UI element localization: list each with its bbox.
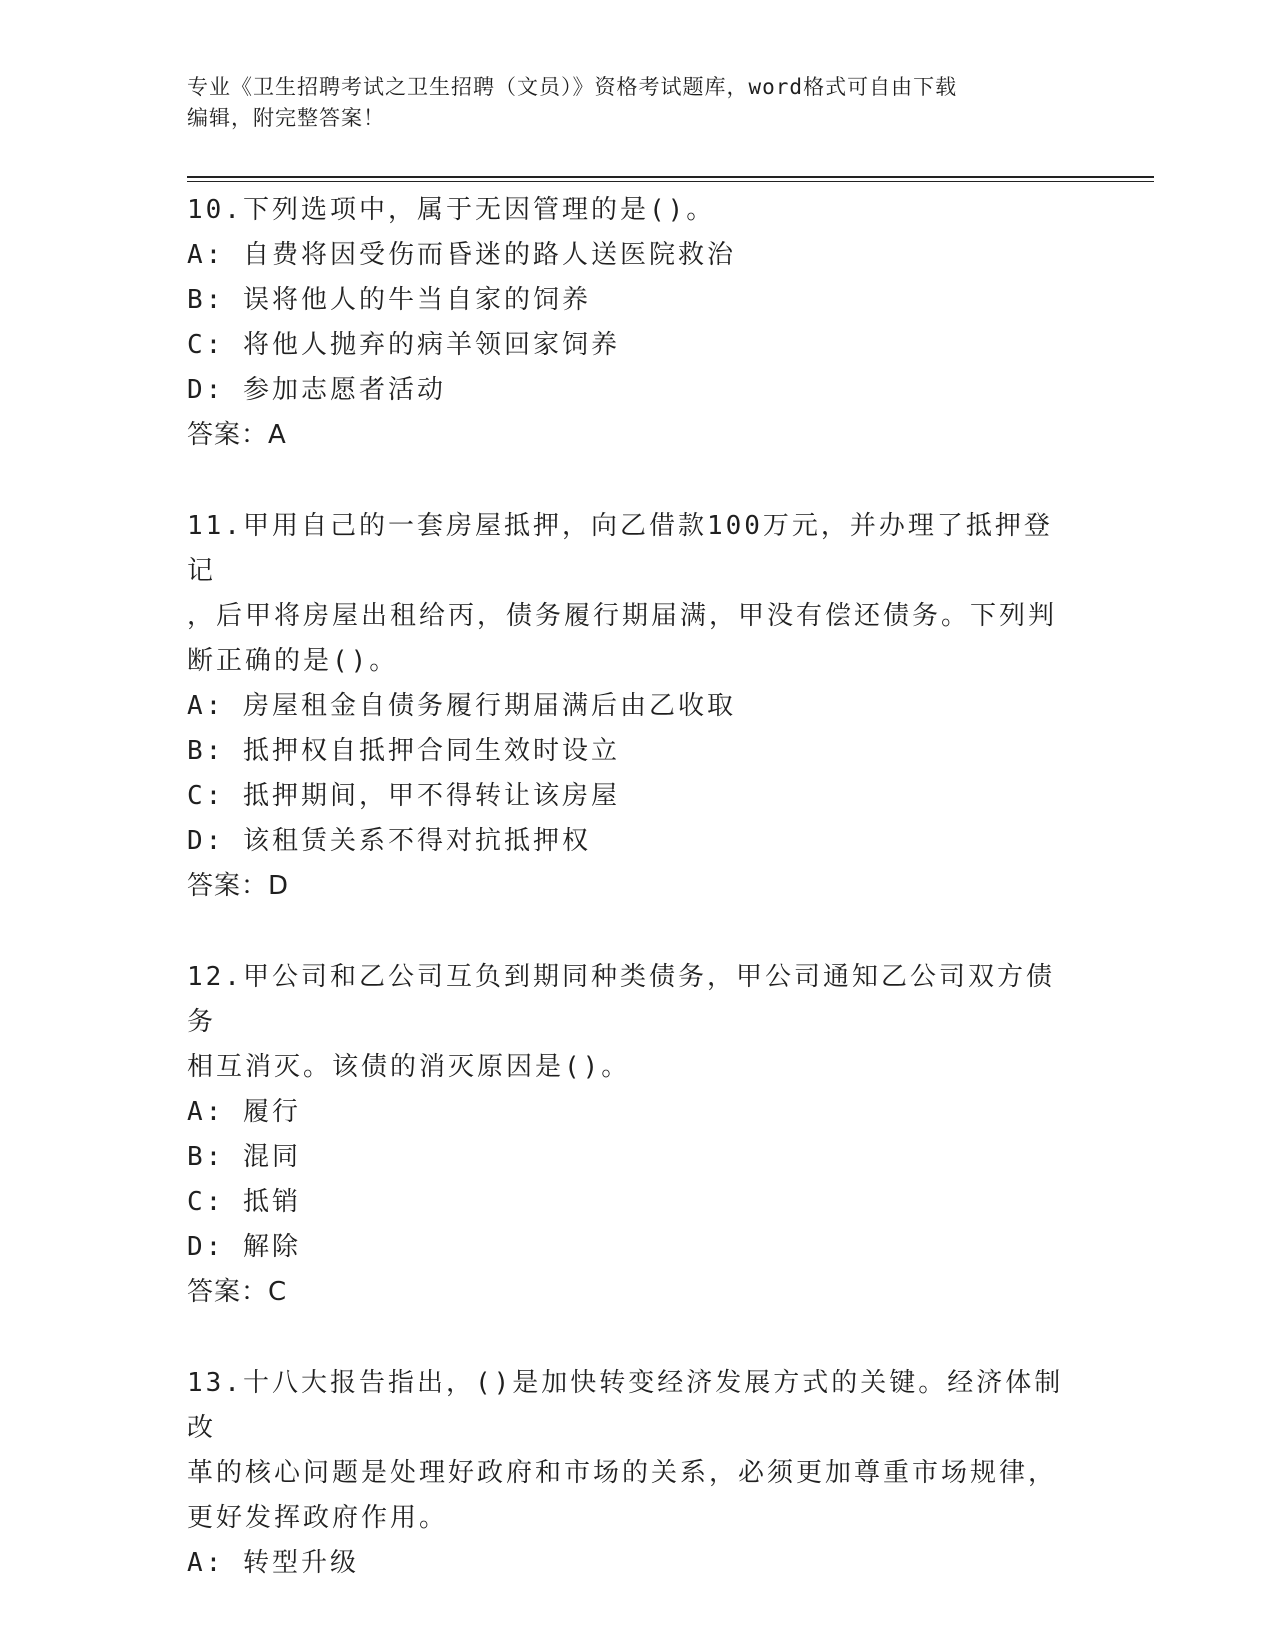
- question-stem-line-1: 13.十八大报告指出，()是加快转变经济发展方式的关键。经济体制改: [187, 1368, 1064, 1443]
- question-stem: 10.下列选项中，属于无因管理的是()。: [187, 195, 716, 225]
- question-stem-line-2: 革的核心问题是处理好政府和市场的关系，必须更加尊重市场规律，: [187, 1458, 1058, 1488]
- answer: 答案：C: [187, 1277, 288, 1307]
- option-c: C: 抵销: [187, 1187, 301, 1217]
- header-line-1: 专业《卫生招聘考试之卫生招聘（文员）》资格考试题库，word格式可自由下载: [187, 75, 958, 99]
- header-line-2: 编辑，附完整答案！: [187, 106, 385, 130]
- option-c: C: 抵押期间，甲不得转让该房屋: [187, 781, 620, 811]
- option-d: D: 参加志愿者活动: [187, 375, 446, 405]
- question-10: [187, 188, 1077, 458]
- question-stem-line-1: 12.甲公司和乙公司互负到期同种类债务，甲公司通知乙公司双方债务: [187, 962, 1055, 1037]
- question-stem-line-3: 断正确的是()。: [187, 646, 399, 676]
- header-divider-thick: [187, 176, 1154, 178]
- option-b: B: 混同: [187, 1142, 301, 1172]
- header-divider-thin: [187, 181, 1154, 182]
- answer: 答案：A: [187, 420, 287, 450]
- document-header: [187, 72, 1067, 134]
- option-d: D: 解除: [187, 1232, 301, 1262]
- question-list: [187, 188, 1077, 1632]
- option-b: B: 误将他人的牛当自家的饲养: [187, 285, 591, 315]
- option-a: A: 履行: [187, 1097, 301, 1127]
- option-a: A: 转型升级: [187, 1548, 359, 1578]
- question-stem-line-2: 相互消灭。该债的消灭原因是()。: [187, 1052, 631, 1082]
- option-b: B: 抵押权自抵押合同生效时设立: [187, 736, 620, 766]
- option-c: C: 将他人抛弃的病羊领回家饲养: [187, 330, 620, 360]
- option-a: A: 房屋租金自债务履行期届满后由乙收取: [187, 691, 736, 721]
- question-12: [187, 955, 1077, 1315]
- answer: 答案：D: [187, 871, 290, 901]
- option-d: D: 该租赁关系不得对抗抵押权: [187, 826, 591, 856]
- question-stem-line-2: ，后甲将房屋出租给丙，债务履行期届满，甲没有偿还债务。下列判: [187, 601, 1058, 631]
- question-stem-line-1: 11.甲用自己的一套房屋抵押，向乙借款100万元，并办理了抵押登记: [187, 511, 1053, 586]
- question-13: [187, 1361, 1077, 1586]
- option-a: A: 自费将因受伤而昏迷的路人送医院救治: [187, 240, 736, 270]
- question-stem-line-3: 更好发挥政府作用。: [187, 1503, 449, 1533]
- question-11: [187, 504, 1077, 909]
